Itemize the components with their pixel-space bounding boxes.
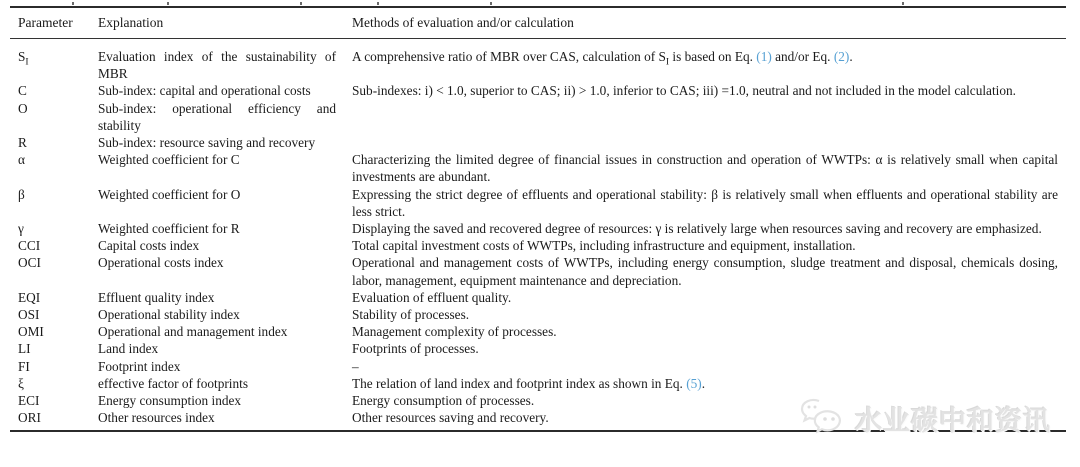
eq-link[interactable]: (5) bbox=[686, 375, 702, 391]
parameter-cell: ORI bbox=[18, 410, 41, 426]
table-row bbox=[10, 220, 1066, 237]
caption-descender-mark bbox=[72, 2, 74, 5]
parameter-cell: R bbox=[18, 135, 27, 151]
parameter-cell: OCI bbox=[18, 255, 41, 271]
table-row bbox=[10, 82, 1066, 99]
eq-link[interactable]: (1) bbox=[756, 49, 772, 64]
caption-descender-mark bbox=[300, 2, 302, 5]
table-row bbox=[10, 254, 1066, 288]
explanation-cell: Effluent quality index bbox=[98, 289, 215, 305]
explanation-cell: Evaluation index of the sustainability of MBR bbox=[98, 49, 336, 82]
table-row bbox=[10, 151, 1066, 185]
explanation-cell: Capital costs index bbox=[98, 238, 200, 254]
table-row bbox=[10, 186, 1066, 220]
parameter-cell: β bbox=[18, 186, 25, 202]
caption-descender-mark bbox=[902, 2, 904, 5]
table-row bbox=[10, 39, 1066, 83]
caption-descender-mark bbox=[167, 2, 169, 5]
watermark bbox=[798, 390, 1068, 446]
table-row bbox=[10, 289, 1066, 306]
methods-cell: Characterizing the limited degree of financial issues in construction and operation of WWTPs: α is relatively small when capital investments are abundant. bbox=[352, 152, 1058, 185]
methods-cell: Displaying the saved and recovered degree of resources: γ is relatively large when resources saving and recovery are emphasized. bbox=[352, 221, 1042, 237]
watermark-text: 水业碳中和资讯 bbox=[855, 405, 1051, 437]
methods-cell: – bbox=[352, 358, 359, 374]
parameter-cell: γ bbox=[18, 221, 24, 237]
wechat-logo-icon bbox=[798, 396, 848, 440]
eq-link[interactable]: (2) bbox=[833, 49, 850, 64]
parameter-cell: ECI bbox=[18, 393, 40, 409]
methods-cell: Other resources saving and recovery. bbox=[352, 410, 549, 426]
methods-cell: Total capital investment costs of WWTPs, including infrastructure and equipment, installation. bbox=[352, 238, 856, 254]
explanation-cell: effective factor of footprints bbox=[98, 375, 249, 391]
parameter-cell: α bbox=[18, 152, 25, 168]
parameter-cell: C bbox=[18, 83, 27, 99]
explanation-cell: Other resources index bbox=[98, 410, 215, 426]
explanation-cell: Weighted coefficient for R bbox=[98, 221, 240, 237]
methods-cell: Stability of processes. bbox=[352, 307, 470, 323]
explanation-cell: Sub-index: capital and operational costs bbox=[98, 83, 311, 99]
parameter-cell: OSI bbox=[18, 307, 40, 323]
explanation-cell: Operational costs index bbox=[98, 255, 224, 271]
explanation-cell: Sub-index: resource saving and recovery bbox=[98, 135, 316, 151]
parameter-cell: O bbox=[18, 100, 28, 116]
methods-cell: Energy consumption of processes. bbox=[352, 393, 535, 409]
subscript: I bbox=[25, 56, 29, 68]
caption-descender-mark bbox=[490, 2, 492, 5]
table-body bbox=[10, 39, 1066, 432]
explanation-cell: Footprint index bbox=[98, 358, 181, 374]
parameter-cell: LI bbox=[18, 341, 31, 357]
table-row bbox=[10, 306, 1066, 323]
col-header-parameter: Parameter bbox=[10, 7, 90, 39]
explanation-cell: Operational and management index bbox=[98, 324, 288, 340]
parameter-cell: $S_I$ bbox=[18, 49, 29, 68]
methods-cell: Expressing the strict degree of effluents and operational stability: β is relatively small when effluents and operational stability are less strict. bbox=[352, 186, 1058, 219]
methods-cell: A comprehensive ratio of MBR over CAS, calculation of $S_I$ is based on Eq. (1) and/or Eq. (2). bbox=[352, 49, 853, 68]
methods-cell: Footprints of processes. bbox=[352, 341, 479, 357]
table-row bbox=[10, 237, 1066, 254]
parameter-cell: EQI bbox=[18, 289, 41, 305]
parameters-table bbox=[10, 6, 1066, 432]
explanation-cell: Weighted coefficient for C bbox=[98, 152, 240, 168]
subscript: I bbox=[665, 56, 670, 68]
table-row bbox=[10, 340, 1066, 357]
methods-cell: The relation of land index and footprint index as shown in Eq. (5). bbox=[352, 375, 706, 391]
explanation-cell: Energy consumption index bbox=[98, 393, 242, 409]
parameter-cell: FI bbox=[18, 358, 30, 374]
explanation-cell: Weighted coefficient for O bbox=[98, 186, 241, 202]
caption-descender-mark bbox=[377, 2, 379, 5]
explanation-cell: Operational stability index bbox=[98, 307, 240, 323]
table-header-row bbox=[10, 7, 1066, 39]
methods-cell: Sub-indexes: i) < 1.0, superior to CAS; ii) > 1.0, inferior to CAS; iii) =1.0, neutral and not included in the model calculation. bbox=[352, 83, 1016, 99]
table-row bbox=[10, 358, 1066, 375]
parameter-cell: OMI bbox=[18, 324, 44, 340]
explanation-cell: Sub-index: operational efficiency and stability bbox=[98, 100, 336, 133]
col-header-methods: Methods of evaluation and/or calculation bbox=[344, 7, 1066, 39]
table-row bbox=[10, 323, 1066, 340]
col-header-explanation: Explanation bbox=[90, 7, 344, 39]
methods-cell: Operational and management costs of WWTPs, including energy consumption, sludge treatment and disposal, chemicals dosing, labor, management, equipment maintenance and depreciation. bbox=[352, 255, 1058, 288]
methods-cell: Management complexity of processes. bbox=[352, 324, 557, 340]
methods-cell: Evaluation of effluent quality. bbox=[352, 289, 512, 305]
explanation-cell: Land index bbox=[98, 341, 159, 357]
parameter-cell: ξ bbox=[18, 375, 24, 391]
parameter-cell: CCI bbox=[18, 238, 41, 254]
